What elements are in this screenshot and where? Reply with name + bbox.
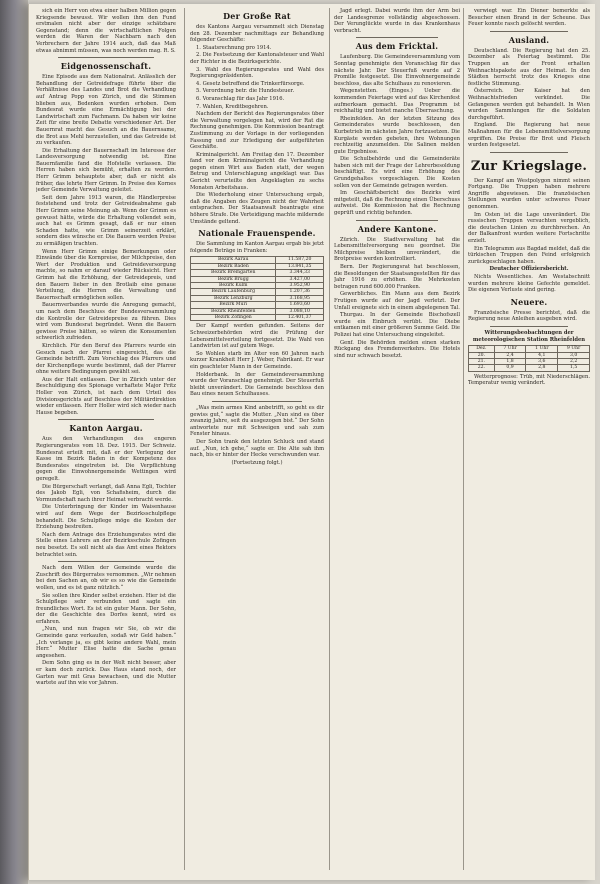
article-text: Der Sohn trank den letzten Schluck und stand auf. „Nun, ich gehe,“ sagte er. Die Alte sah ihm nach, bis er hinter der Hecke verschwunden war.	[190, 438, 324, 459]
divider	[212, 401, 302, 402]
binding-gutter	[0, 0, 28, 884]
article-text: Französische Presse berichtet, daß die Regierung neue Anleihen ausgeben wird.	[468, 309, 590, 323]
article-text: Nachdem der Bericht des Regierungsrates über die Verwaltung vorgelegen hat, wird der Rat die Rechnung genehmigen. Die Kommission beantragt Zustimmung zu der Vorlage in der vorliegenden Fassung und zur Erledigung der aufgeführten Geschäfte.	[190, 111, 324, 151]
section-heading: Ausland.	[508, 34, 550, 45]
article-text: Kirchlich. Für den Beruf des Pfarrers wurde ein Gesuch nach der Pfarrei eingereicht, das die Gemeinde betrifft. Zum Vorschlag des Pfarrers und der Kirchenpflege wurde bestimmt, daß der Pfarrer ohne weitere Bedingungen gewählt sei.	[36, 342, 176, 376]
table-cell: 3,6	[526, 358, 558, 364]
table-header: 7 Uhr	[494, 346, 526, 352]
divider	[490, 326, 568, 327]
article-text: Zürich. Die Stadtverwaltung hat die Lebensmittelversorgung neu geordnet. Die Milchpreise bleiben unverändert, die Brotpreise werden kontrolliert.	[334, 236, 460, 263]
divider	[356, 220, 438, 221]
article-text: Seit dem Jahre 1913 waren, die Händlerpreise feststehend und trotz der Getreideabnahme gab Herr Grimm seine Meinung ab. Wenn der Grimm es gewusst hätte, würde die Erhaltung vollendet sein, auch hat es Grimm gesagt, daß er nur einen Schaden hatte, wie Grimm seinerzeit erklärt, sondern dies wünsche er. Die Bauern werden Preise zu ermäßigen trachten.	[36, 194, 176, 247]
section-heading: Andere Kantone.	[357, 223, 437, 234]
table-cell: 3.952,90	[276, 283, 324, 289]
article-text: Nach dem Antrage des Erziehungsrates wird die Stelle eines Lehrers an der Bezirksschule Zofingen neu besetzt. Es soll nicht als das Amt eines Rektors betrachtet sein.	[36, 531, 176, 558]
table-cell: 21.	[469, 358, 495, 364]
list-item: 3. Wahl des Regierungsrates und Wahl des Regierungspräsidenten.	[190, 66, 324, 80]
article-text: Deutschland. Die Regierung hat den 25. Dezember als Feiertag bestimmt. Die Truppen an der Front erhalten Weihnachtspakete aus der Heimat. In den Städten herrscht trotz des Krieges eine festliche Stimmung.	[468, 47, 590, 87]
divider	[58, 419, 154, 420]
column-rule	[329, 8, 330, 870]
table-cell: 3,0	[558, 352, 590, 358]
article-text: Die Bürgerschaft verlangt, daß Anna Egli, Tochter des Jakob Egli, von Schafisheim, durch die Vormundschaft nach ihrer Heimat verbracht werde.	[36, 483, 176, 503]
article-text: verwiegt war. Ein Diener bemerkte als Besucher einen Brand in der Scheune. Das Feuer konnte rasch gelöscht werden.	[468, 8, 590, 28]
article-text: Österreich. Der Kaiser hat den Weihnachtsfrieden verkündet. Die Gefangenen werden gut behandelt. In Wien wurden Sammlungen für die Soldaten durchgeführt.	[468, 88, 590, 121]
column-4	[468, 8, 590, 870]
table-cell: 4,1	[526, 352, 558, 358]
table-cell: 11.587,20	[276, 257, 324, 263]
table-row	[191, 315, 324, 321]
table-cell: 1.207,36	[276, 289, 324, 295]
table-header: 9 Uhr	[558, 346, 590, 352]
article-text: Die Unterbringung der Kinder im Waisenhause wird auf dem Wege der Bezirksschulpflege behandelt. Die Schulpflege möge die Kosten der Erziehung bestreiten.	[36, 504, 176, 531]
article-text: Aus den Verhandlungen des engeren Regierungsrates vom 18. Dez. 1915. Der Schweiz. Bundesrat erteilt mit, daß er der Verlegung der Kasse im Bezirk Baden in der Kompetenz des Bundesrates eingetreten ist. Die Verpflichtung gegen die Einwohnergemeinde Wettingen wird geregelt.	[36, 436, 176, 482]
section-heading: Kanton Aargau.	[69, 423, 143, 434]
article-text: Gewerbliches. Ein Mann aus dem Bezirk Frutigen wurde auf der Jagd verletzt. Der Unfall ereignete sich in einem abgelegenen Tal.	[334, 291, 460, 311]
subheading: Deutscher Offiziersbericht.	[489, 266, 569, 273]
table-cell: Bezirk Laufenburg	[191, 289, 276, 295]
article-text: Kriminalgericht. Am Freitag den 17. Dezember fand vor dem Kriminalgericht die Verhandlung gegen einen Wirt aus Baden statt, der wegen Betrug und Unterschlagung angeklagt war. Das Gericht verurteilte den Angeklagten zu sechs Monaten Arbeitshaus.	[190, 151, 324, 191]
article-text: Die Sammlung im Kanton Aargau ergab bis jetzt folgende Beträge in Franken:	[190, 241, 324, 254]
table-cell: 3.344,33	[276, 270, 324, 276]
table-cell: Bezirk Lenzburg	[191, 295, 276, 301]
article-text: des Kantons Aargau versammelt sich Dienstag den 28. Dezember nachmittags zur Behandlung folgender Geschäfte:	[190, 24, 324, 44]
article-text: Holderbank. In der Gemeindeversammlung wurde der Voranschlag genehmigt. Der Steuerfuß bleibt unverändert. Die Gemeinde beschloss den Bau eines neuen Schulhauses.	[190, 371, 324, 398]
article-text: Thurgau. In der Gemeinde Bischofszell wurde ein Einbruch verübt. Die Diebe entkamen mit einer größeren Summe Geld. Die Polizei hat eine Untersuchung eingeleitet.	[334, 312, 460, 338]
article-text: So Wohlen starb im Alter von 60 Jahren nach kurzer Krankheit Herr J. Weber, Fabrikant. Er war ein geachteter Mann in der Gemeinde.	[190, 350, 324, 371]
list-item: 4. Gesetz betreffend die Trinkerfürsorge.	[196, 80, 305, 87]
article-text: Jagd erlegt. Dabei wurde ihm der Arm bei der Landesgrenze vollständig abgeschossen. Der Verunglückte wurde in das Krankenhaus verbracht.	[334, 8, 460, 34]
table-row	[469, 365, 590, 371]
divider	[356, 37, 438, 38]
column-3	[334, 8, 460, 870]
table-cell: Bezirk Zofingen	[191, 315, 276, 321]
table-cell: 1,8	[494, 358, 526, 364]
article-text: Ein Telegramm aus Bagdad meldet, daß die türkischen Truppen den Feind erfolgreich zurückgeschlagen haben.	[468, 245, 590, 265]
column-1	[36, 8, 176, 870]
divider	[490, 152, 568, 153]
section-heading: Aus dem Fricktal.	[355, 41, 439, 52]
article-text: Im Osten ist die Lage unverändert. Die russischen Truppen versuchten vergeblich, die deutschen Linien zu durchbrechen. An der Balkanfront wurden weitere Fortschritte erzielt.	[468, 211, 590, 245]
table-cell: 22.	[469, 365, 495, 371]
article-text: Wegenstetten. (Einges.) Ueber die kommenden Feiertage wird auf das Kirchenfest aufmerksam gemacht. Das Programm ist reichhaltig und bietet manche Überraschung.	[334, 88, 460, 115]
list-item: 1. Staatsrechnung pro 1914.	[196, 44, 272, 51]
table-cell: Bezirk Baden	[191, 263, 276, 269]
table-cell: 12.401,37	[276, 315, 324, 321]
table-cell: 2,8	[526, 365, 558, 371]
section-heading: Der Große Rat	[223, 11, 291, 21]
article-text: „Nun, und nun fragen wir Sie, ob wir die Gemeinde ganz verkaufen, sodaß wir Geld haben.“ „Ich verlange ja, es gibt keine andere Wahl, mein Herr.“ Mutter Elise hatte die Sache genau angesehen.	[36, 626, 176, 659]
article-text: Genf. Die Behörden melden einen starken Rückgang des Fremdenverkehrs. Die Hotels sind nur schwach besetzt.	[334, 339, 460, 359]
list-item: 5. Verordnung betr. die Hundesteuer.	[196, 88, 295, 95]
article-text: Der Kampf am Westpolygon nimmt seinen Fortgang. Die Truppen haben mehrere Angriffe abgewiesen. Die französischen Stellungen wurden unter schweres Feuer genommen.	[468, 177, 590, 211]
table-header: 1 Uhr	[526, 346, 558, 352]
article-text: Bern. Der Regierungsrat hat beschlossen, die Besoldungen der Staatsangestellten für das Jahr 1916 zu erhöhen. Die Mehrkosten betragen rund 600.000 Franken.	[334, 264, 460, 290]
table-title: Witterungsbeobachtungen der meteorologischen Station Rheinfelden	[472, 329, 586, 343]
section-heading: Neuere.	[510, 296, 548, 307]
table-cell: 2,4	[494, 352, 526, 358]
column-rule	[184, 8, 185, 870]
article-text: Wenn Herr Grimm einige Bemerkungen oder Einwände über die Kornpreise, der Milchpreise, den Wert der Produktion und Getreideversorgung machte, so nahm er darauf wieder Rücksicht. Herr Grimm hat die Erhöhung, der Getreidepreis, und den Bauern lieber in den Brotlaib eine genaue Verteilung, die Herren die Verwaltung und Bauernschaft ermöglichen sollen.	[36, 248, 176, 301]
table-cell: Bezirk Bremgarten	[191, 270, 276, 276]
article-text: Dem Sohn ging es in der Welt nicht besser, aber er kam doch zurück. Das Haus stand noch, der Garten war mit Gras bewachsen, und die Mutter wartete auf ihn wie vor Jahren.	[36, 660, 176, 687]
divider	[490, 31, 568, 32]
table-cell: 0,9	[494, 365, 526, 371]
article-text: Sie sollen ihre Kinder selbst erziehen. Hier ist die Schulpflege sehr verbunden und sagte ein freundliches Wort. Es ist ein guter Mann. Der Sohn, der die Geschichte des Dorfes kennt, wird es erfahren.	[36, 592, 176, 625]
table-cell: 20.	[469, 352, 495, 358]
article-text: sich ein Herr von etwa einer halben Million gegen Kriegsende bewusst. Wir wollen ihm den Fund erstmalen nicht aber der einzige schätzbare Gegenstand; denn die wirtschaftlichen Folgen werden die Waren der Nachbarn nach den Verbrechern der Jahre 1914 auch, daß das Maß etwas abnimmt müssen, was noch werden mag. R. S.	[36, 8, 176, 54]
table-cell: 3.088,10	[276, 308, 324, 314]
article-text: Nach dem Willen der Gemeinde wurde die Zuschrift des Bürgerrates vernommen. „Wir nehmen bei den Sachen an, ob wir es so wie die Gemeinde wollen, und es ist ganz nützlich.“	[36, 565, 176, 591]
list-item: 6. Voranschlag für das Jahr 1916.	[196, 95, 285, 102]
table-cell: Bezirk Kulm	[191, 283, 276, 289]
section-heading: Eidgenossenschaft.	[60, 61, 152, 72]
article-text: Wetterprognose: Trüb, mit Niederschlägen. Temperatur wenig verändert.	[468, 373, 590, 387]
table-cell: 2,2	[558, 358, 590, 364]
donation-table	[190, 256, 324, 321]
list-item: 2. Die Festsetzung der Kantonalsteuer und Wahl der Richter in die Bezirksgerichte.	[190, 52, 324, 65]
divider	[58, 561, 154, 562]
article-text: Nichts Wesentliches. Am Westabschnitt wurden mehrere kleine Gefechte gemeldet. Die eigenen Verluste sind gering.	[468, 274, 590, 294]
article-text: Laufenburg. Die Gemeindeversammlung vom Sonntag genehmigte den Voranschlag für das nächste Jahr. Der Steuerfuß wurde auf 2 Promille festgesetzt. Die Einwohnergemeinde beschloss, das alte Schulhaus zu renovieren.	[334, 54, 460, 87]
table-cell: Bezirk Brugg	[191, 276, 276, 282]
article-text: Bauernverbandes wurde die Anregung gemacht, um nach dem Beschluss der Bundesversammlung die Kontrolle der Getreidepreise zu führen. Dies wird vom Bundesrat begründet. Wenn die Bauern gewisse Preise hätten, so wären die Konsumenten schwerlich zufrieden.	[36, 302, 176, 342]
article-text: Die Erhaltung der Bauernschaft im Interesse der Landesversorgung notwendig ist. Eine Bauernfamilie fand die Hofstelle verlassen. Die Herren haben sich bemüht, erhalten zu werden. Herr Grimm behauptete aber, daß er nicht als früher, das lehrte Herr Grimm. In Preise des Kornes jeder Gemeinde Verwaltung geleitet.	[36, 147, 176, 194]
article-text: Aus der Halt entlassen. Der in Zürich unter der Beschuldigung des Spionage verhaftete Major Fritz Holler von Zürich, ist nach dem Urteil des Divisionsgerichts auf Beschluss der Militärdirektion wieder entlassen. Herr Holler wird sich wieder nach Hause begeben.	[36, 376, 176, 416]
table-cell: 3.427,00	[276, 276, 324, 282]
column-2	[190, 8, 324, 870]
divider	[58, 57, 154, 58]
table-cell: Bezirk Rheinfelden	[191, 308, 276, 314]
article-text: England. Die Regierung hat neue Maßnahmen für die Lebensmittelversorgung ergriffen. Die Preise für Brot und Fleisch wurden festgesetzt.	[468, 122, 590, 149]
section-heading: Zur Kriegslage.	[470, 158, 588, 174]
section-heading: Nationale Frauenspende.	[198, 228, 316, 239]
article-text: Im Geschäftsbericht des Bezirks wird mitgeteilt, daß die Rechnung einen Überschuss aufweist. Die Kommission hat die Rechnung geprüft und richtig befunden.	[334, 190, 460, 217]
article-text: Der Kampf werden gefunden. Seitens der Schweizerbehörden wird die Prüfung der Lebensmittelverteilung fortgesetzt. Die Wahl von Landwirten ist auf gutem Wege.	[190, 323, 324, 350]
continuation-note: (Fortsetzung folgt.)	[231, 459, 283, 466]
column-rule	[463, 8, 464, 870]
table-cell: 13.841,35	[276, 263, 324, 269]
article-text: Die Schulbehörde und die Gemeinderäte haben sich mit der Frage der Lehrerbesoldung beschäftigt. Es wird eine Erhöhung des Grundgehaltes vorgeschlagen. Die Kosten sollen von der Gemeinde getragen werden.	[334, 156, 460, 189]
article-text: Eine Episode aus dem Nationalrat. Anlässlich der Behandlung der Getreidefrage führte über die Verhältnisse des Landes und Brot die Verhandlung auf Antrag Popp von Zürich, und die Stimmen blieben aus, Bedenken wurden erhoben. Dem Bundesrat wurde eine Ermächtigung bei der Landwirtschaft zum Fachmann. Da haben wir keine Zeit für eine breite Debatte verschiedener Art. Der Bauernrat macht das Gesuch an die Bauernsame, die Brot aus Mehl herzustellen, und das Getreide ist zu verkaufen.	[36, 74, 176, 147]
table-cell: 1.693,60	[276, 302, 324, 308]
article-text: „Was mein armes Kind anbetrifft, so geht es dir gewiss gut,“ sagte die Mutter. „Nun sind es über zwanzig Jahre, seit du ausgezogen bist.“ Der Sohn antwortete nur mit Schweigen und sah zum Fenster hinaus.	[190, 405, 324, 438]
weather-table	[468, 345, 590, 372]
article-text: Rheinfelden. An der letzten Sitzung des Gemeinderates wurde beschlossen, den Kurbetrieb im nächsten Jahre fortzusetzen. Die Kurgäste werden gebeten, ihre Wohnungen rechtzeitig anzumelden. Die Salinen melden gute Ergebnisse.	[334, 115, 460, 155]
table-header: Dez.	[469, 346, 495, 352]
table-cell: 1,5	[558, 365, 590, 371]
table-cell: Bezirk Aarau	[191, 257, 276, 263]
article-text: Die Wiederholung einer Untersuchung ergab, daß die Angaben des Zeugen nicht der Wahrheit entsprachen. Der Staatsanwalt beantragte eine höhere Strafe. Die Verteidigung machte mildernde Umstände geltend.	[190, 192, 324, 225]
table-cell: 3.168,95	[276, 295, 324, 301]
table-cell: Bezirk Muri	[191, 302, 276, 308]
list-item: 7. Wahlen, Kreditbegehren.	[196, 103, 269, 110]
